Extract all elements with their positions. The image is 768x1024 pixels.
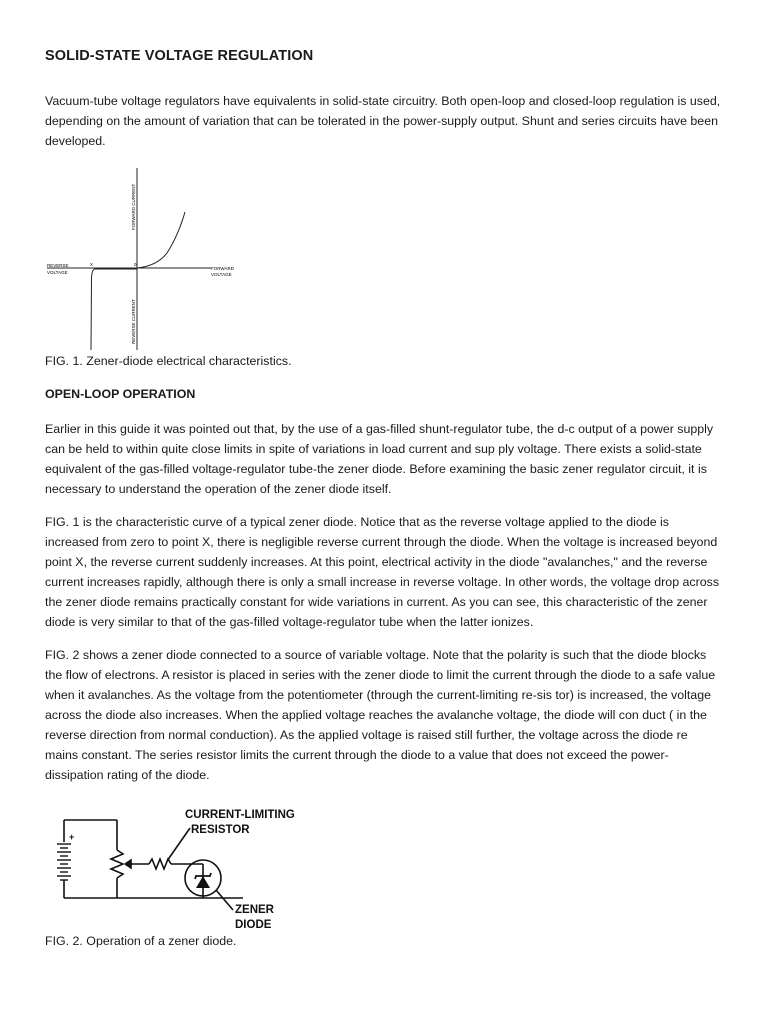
point-x-label: X [90, 262, 94, 267]
page-title: SOLID-STATE VOLTAGE REGULATION [45, 48, 314, 64]
fig2-caption: FIG. 2. Operation of a zener diode. [45, 934, 237, 948]
resistor-label-line2: RESISTOR [191, 824, 250, 836]
intro-paragraph: Vacuum-tube voltage regulators have equivalents in solid-state circuitry. Both open-loop and closed-loop regulation is used, depending on the amount of variation that can be tolerated in the power-supply output. Shunt and series circuits have been developed. [45, 94, 721, 148]
section-heading: OPEN-LOOP OPERATION [45, 387, 196, 401]
forward-voltage-label: VOLTAGE [211, 272, 232, 277]
zener-circuit-figure [45, 798, 315, 934]
reverse-label: REVERSE [47, 263, 69, 268]
paragraph-1: Earlier in this guide it was pointed out that, by the use of a gas-filled shunt-regulator tube, the d-c output of a power supply can be held to within quite close limits in spite of variations in load current and sup ply voltage. There exists a solid-state equivalent of the gas-filled voltage-regulator tube-the zener diode. Before examining the basic zener regulator circuit, it is necessary to understand the operation of the zener diode itself. [45, 422, 714, 496]
zener-label-line1: ZENER [235, 904, 274, 916]
zener-diode-icon [196, 876, 210, 888]
paragraph-3: FIG. 2 shows a zener diode connected to a source of variable voltage. Note that the polarity is such that the diode blocks the flow of electrons. A resistor is placed in series with the zener diode to limit the current through the diode to a safe value when it avalanches. As the voltage from the potentiometer (through the current-limiting re-sis tor) is increased, the voltage across the diode also increases. When the applied voltage reaches the avalanche voltage, the diode will con duct ( in the reverse direction from normal conduction). As the applied voltage is raised still further, the voltage across the diode re mains constant. The series resistor limits the current through the diode to a value that does not exceed the power-dissipation rating of the diode. [45, 648, 716, 782]
zener-characteristic-figure [45, 168, 285, 350]
reverse-voltage-label: VOLTAGE [47, 270, 68, 275]
resistor-label-line1: CURRENT-LIMITING [185, 809, 295, 821]
battery-plus: + [69, 832, 75, 842]
forward-label: FORWARD [211, 266, 234, 271]
fig1-caption: FIG. 1. Zener-diode electrical characteristics. [45, 354, 292, 368]
zener-label-line2: DIODE [235, 919, 272, 931]
reverse-current-label: REVERSE CURRENT [131, 299, 136, 344]
paragraph-2: FIG. 1 is the characteristic curve of a typical zener diode. Notice that as the reverse voltage applied to the diode is increased from zero to point X, there is negligible reverse current through the diode. When the voltage is increased beyond point X, the reverse current suddenly increases. At this point, electrical activity in the diode "avalanches," and the reverse current increases rapidly, although there is only a small increase in reverse voltage. In other words, the voltage drop across the zener diode remains practically constant for wide variations in current. As you can see, this characteristic of the zener diode is very similar to that of the gas-filled voltage-regulator tube when the latter ionizes. [45, 515, 720, 629]
origin-label: 0 [134, 262, 137, 267]
battery-icon [57, 844, 71, 880]
forward-curve [137, 212, 185, 268]
forward-current-label: FORWARD CURRENT [131, 183, 136, 230]
